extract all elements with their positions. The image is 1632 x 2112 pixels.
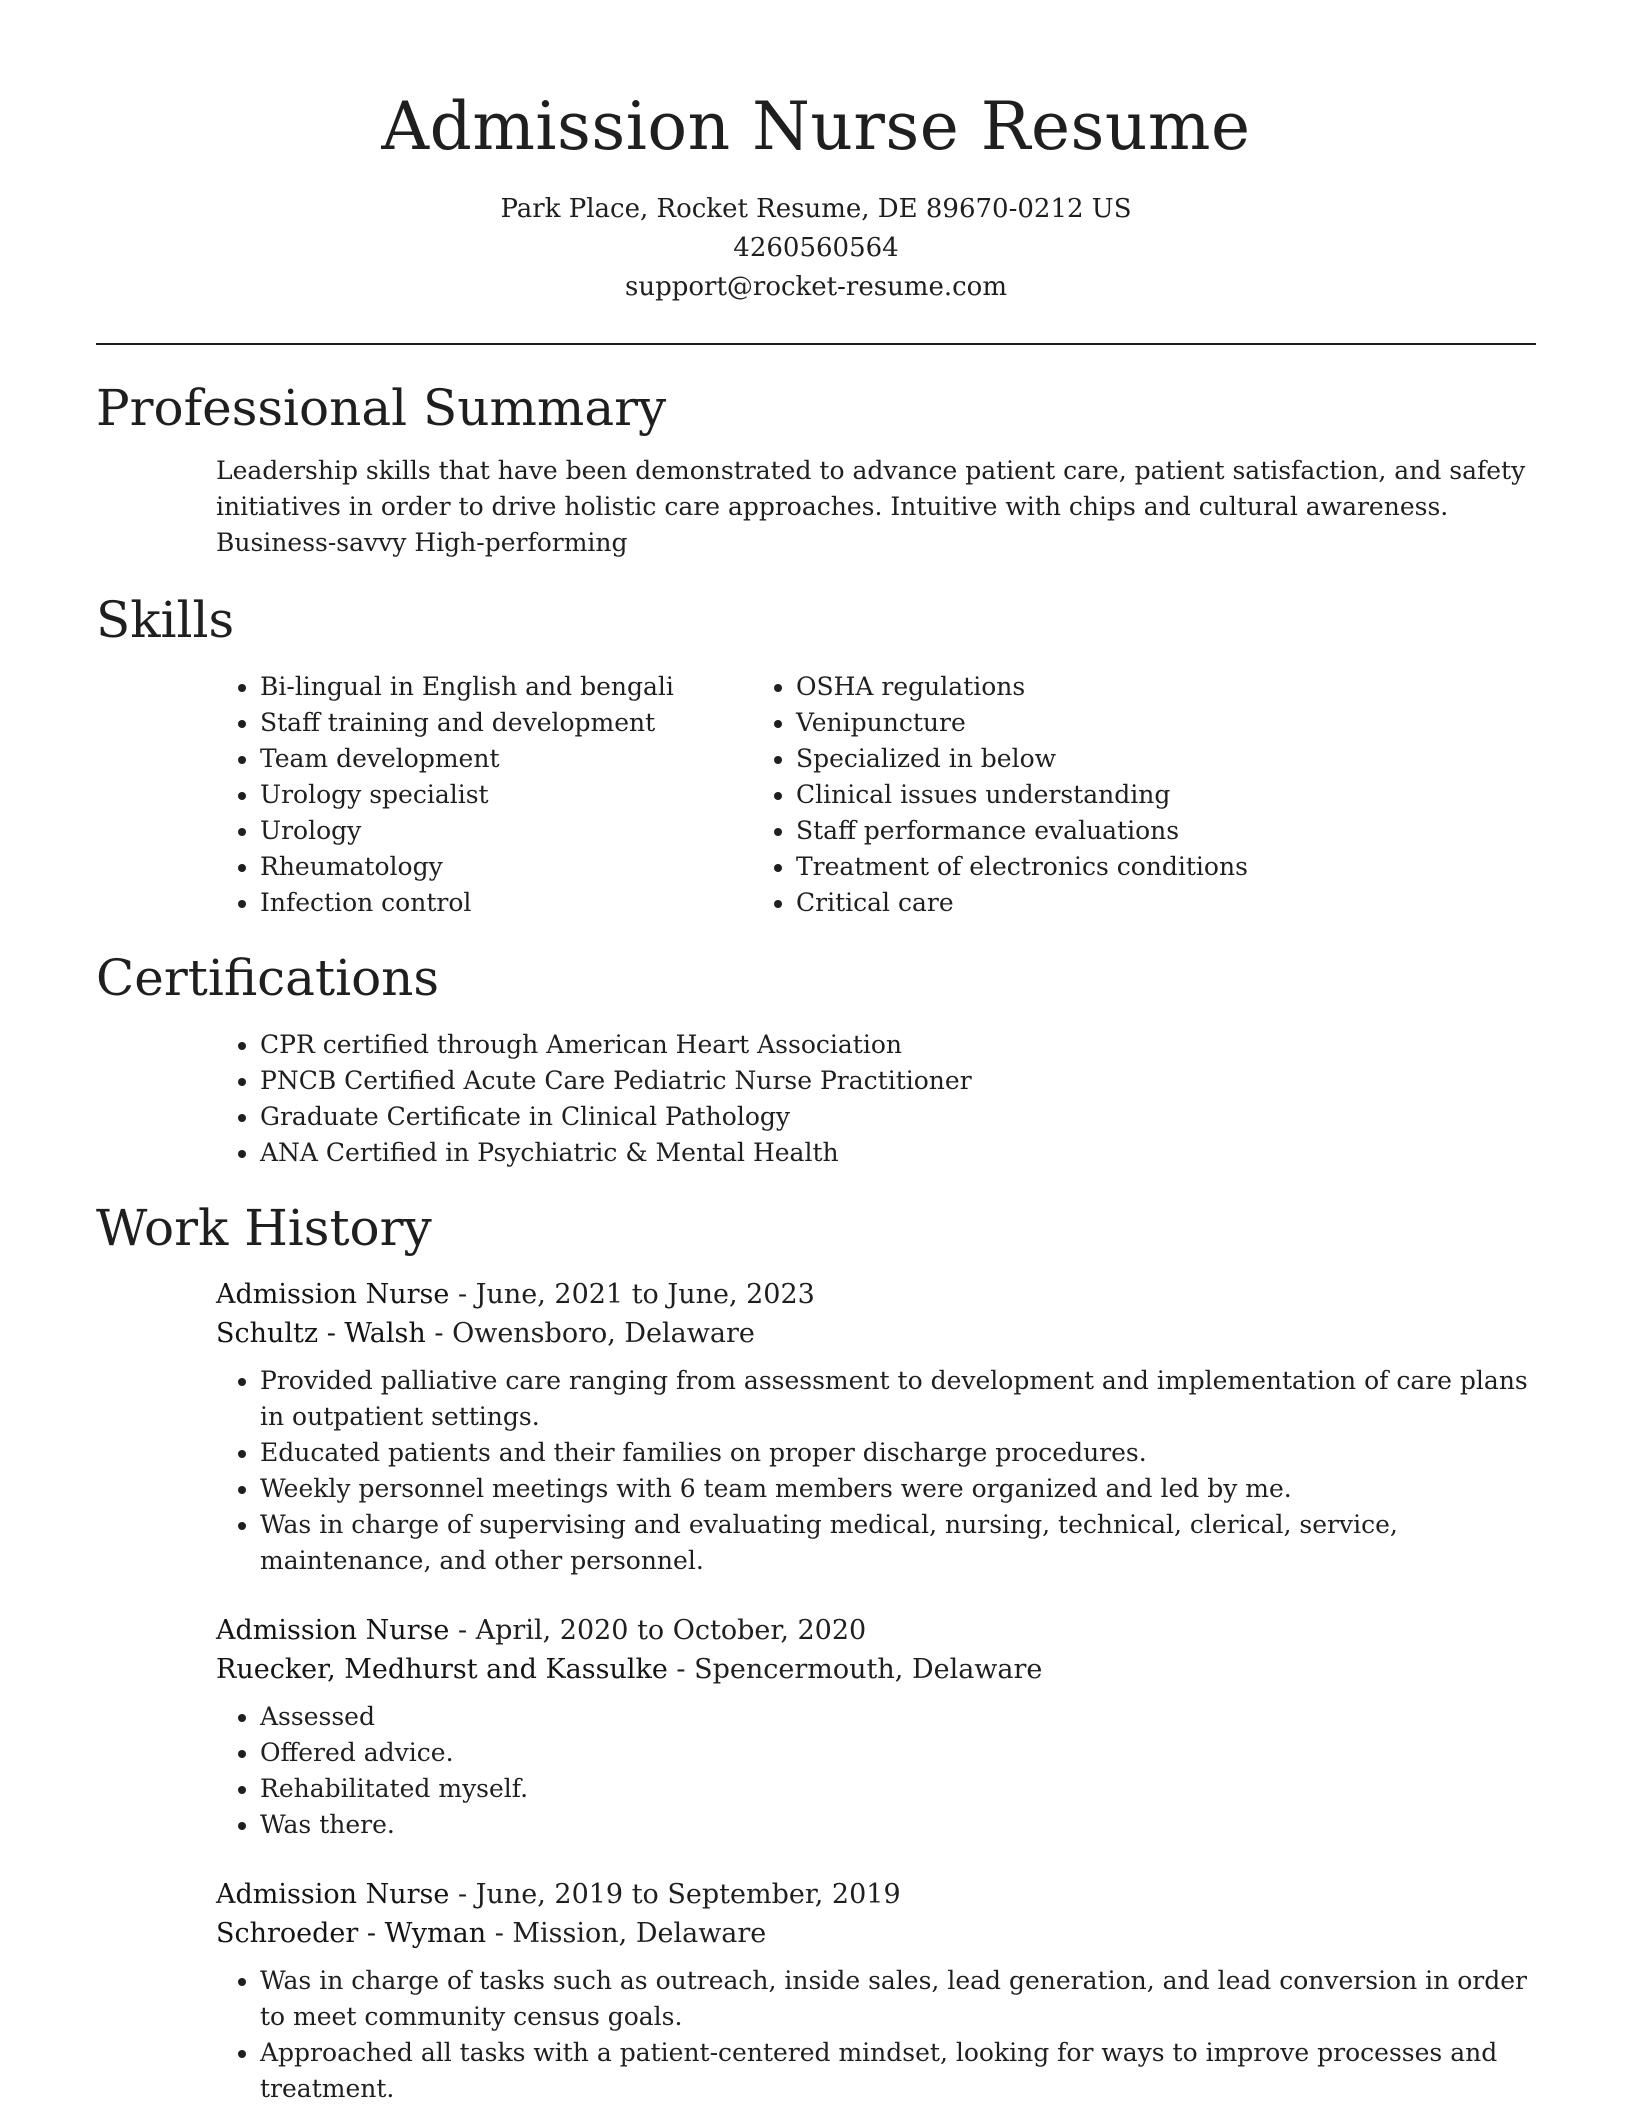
job-employer: Schroeder - Wyman xyxy=(216,1918,487,1949)
skill-item: • OSHA regulations xyxy=(796,669,1248,705)
job-bullet: • Offered advice. xyxy=(260,1735,1536,1771)
certification-item: • ANA Certified in Psychiatric & Mental Health xyxy=(260,1135,1536,1171)
job-bullet: • Weekly personnel meetings with 6 team members were organized and led by me. xyxy=(260,1471,1536,1507)
skill-item: • Rheumatology xyxy=(260,849,746,885)
skill-item: • Urology xyxy=(260,813,746,849)
skills-column-2 xyxy=(746,669,1248,921)
contact-email: support@rocket-resume.com xyxy=(624,272,1007,302)
job-bullets xyxy=(96,1699,1536,1843)
job-bullets xyxy=(96,1963,1536,2107)
job-title: Admission Nurse xyxy=(216,1279,450,1310)
resume-name: Admission Nurse Resume xyxy=(381,88,1251,165)
work-history-title: Work History xyxy=(96,1199,432,1257)
skill-item: • Staff performance evaluations xyxy=(796,813,1248,849)
skill-item: • Bi-lingual in English and bengali xyxy=(260,669,746,705)
job-employer: Ruecker, Medhurst and Kassulke xyxy=(216,1654,668,1685)
job-location: - Mission, Delaware xyxy=(486,1918,767,1949)
job-bullet: • Was there. xyxy=(260,1807,1536,1843)
skill-item: • Staff training and development xyxy=(260,705,746,741)
job-title-line xyxy=(216,1611,1536,1650)
job-bullet: • Assessed xyxy=(260,1699,1536,1735)
job-bullet: • Rehabilitated myself. xyxy=(260,1771,1536,1807)
header-divider xyxy=(96,343,1536,345)
skills-column-1 xyxy=(96,669,746,921)
contact-address: Park Place, Rocket Resume, DE 89670-0212 US xyxy=(500,194,1132,224)
certification-item: • PNCB Certified Acute Care Pediatric Nurse Practitioner xyxy=(260,1063,1536,1099)
skill-item: • Specialized in below xyxy=(796,741,1248,777)
job-title: Admission Nurse xyxy=(216,1879,450,1910)
job-title-line xyxy=(216,1275,1536,1314)
skills-title: Skills xyxy=(96,591,235,649)
skill-item: • Clinical issues understanding xyxy=(796,777,1248,813)
job-bullet: • Was in charge of tasks such as outreach, inside sales, lead generation, and lead conversion in order to meet community census goals. xyxy=(260,1963,1536,2035)
summary-section xyxy=(96,373,1536,561)
skills-section xyxy=(96,585,1536,921)
contact-block xyxy=(96,190,1536,307)
job-dates: - April, 2020 to October, 2020 xyxy=(449,1615,867,1646)
job-employer-line xyxy=(216,1914,1536,1953)
skill-item: • Team development xyxy=(260,741,746,777)
job-employer-line xyxy=(216,1314,1536,1353)
job-title: Admission Nurse xyxy=(216,1615,450,1646)
job-bullet: • Approached all tasks with a patient-centered mindset, looking for ways to improve processes and treatment. xyxy=(260,2035,1536,2107)
resume-page xyxy=(96,0,1536,2107)
contact-phone: 4260560564 xyxy=(733,233,899,263)
certifications-list xyxy=(96,1027,1536,1171)
job-dates: - June, 2021 to June, 2023 xyxy=(449,1279,815,1310)
job-employer-line xyxy=(216,1650,1536,1689)
job-entry xyxy=(96,1875,1536,2107)
skill-item: • Urology specialist xyxy=(260,777,746,813)
skill-item: • Infection control xyxy=(260,885,746,921)
job-entry xyxy=(96,1275,1536,1579)
job-dates: - June, 2019 to September, 2019 xyxy=(449,1879,901,1910)
job-bullet: • Was in charge of supervising and evaluating medical, nursing, technical, clerical, service, maintenance, and other personnel. xyxy=(260,1507,1536,1579)
skill-item: • Critical care xyxy=(796,885,1248,921)
job-bullet: • Educated patients and their families on proper discharge procedures. xyxy=(260,1435,1536,1471)
job-bullet: • Provided palliative care ranging from assessment to development and implementation of care plans in outpatient settings. xyxy=(260,1363,1536,1435)
skill-item: • Treatment of electronics conditions xyxy=(796,849,1248,885)
job-bullets xyxy=(96,1363,1536,1579)
summary-title: Professional Summary xyxy=(96,379,667,437)
certification-item: • Graduate Certificate in Clinical Pathology xyxy=(260,1099,1536,1135)
skills-grid xyxy=(96,669,1536,921)
summary-text: Leadership skills that have been demonstrated to advance patient care, patient satisfaction, and safety initiatives in order to drive holistic care approaches. Intuitive with chips and cultural awareness. Business-savvy High-performing xyxy=(216,456,1526,557)
certifications-section xyxy=(96,943,1536,1171)
job-entry xyxy=(96,1611,1536,1843)
job-location: - Spencermouth, Delaware xyxy=(667,1654,1043,1685)
job-title-line xyxy=(216,1875,1536,1914)
work-history-section xyxy=(96,1193,1536,2107)
certifications-title: Certifications xyxy=(96,949,440,1007)
resume-header xyxy=(96,0,1536,307)
skill-item: • Venipuncture xyxy=(796,705,1248,741)
job-location: - Owensboro, Delaware xyxy=(425,1318,755,1349)
job-employer: Schultz - Walsh xyxy=(216,1318,426,1349)
certification-item: • CPR certified through American Heart Association xyxy=(260,1027,1536,1063)
